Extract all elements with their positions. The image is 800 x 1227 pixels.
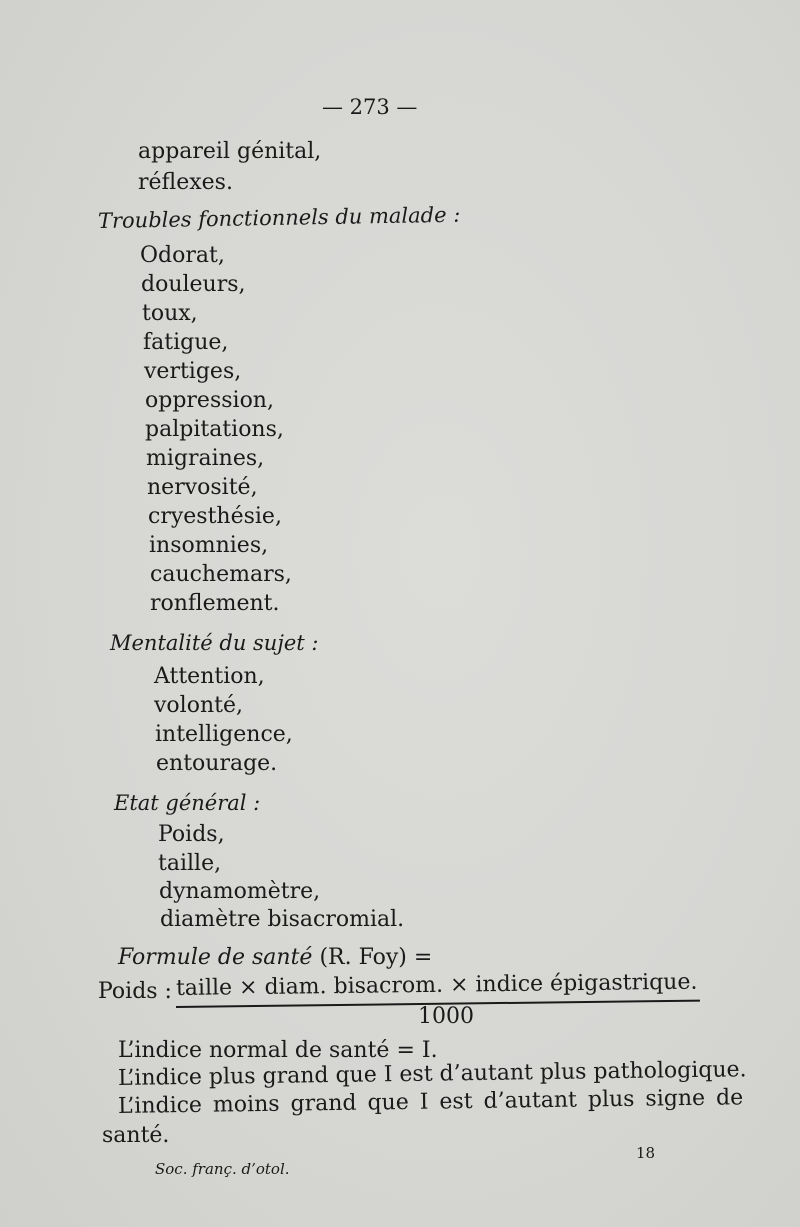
list-item: cryesthésie, (148, 504, 282, 529)
formula-numerator: taille × diam. bisacrom. × indice épigastrique. (175, 969, 698, 1001)
list-item: palpitations, (145, 417, 284, 442)
list-item: toux, (142, 301, 198, 326)
list-item: Odorat, (140, 243, 225, 268)
formula-lhs: Poids : (98, 979, 172, 1004)
list-item: intelligence, (155, 722, 293, 747)
formula-title-italic: Formule de santé (118, 945, 313, 970)
list-item: cauchemars, (150, 562, 292, 587)
list-item: douleurs, (141, 272, 246, 297)
list-item: entourage. (156, 751, 278, 776)
list-item: vertiges, (144, 359, 242, 384)
heading-mentalite: Mentalité du sujet : (110, 631, 319, 655)
list-item: taille, (158, 851, 222, 876)
formula-title (118, 945, 432, 971)
formula-title-rest: (R. Foy) = (319, 945, 433, 970)
heading-etat-general: Etat général : (114, 791, 261, 815)
list-item: diamètre bisacromial. (160, 907, 405, 932)
line-reflexes: réflexes. (138, 170, 233, 195)
heading-troubles-fonctionnels: Troubles fonctionnels du malade : (97, 202, 461, 233)
formula-denominator: 1000 (418, 1004, 474, 1029)
list-item: dynamomètre, (159, 879, 321, 904)
list-item: Poids, (158, 822, 225, 847)
page-number: — 273 — (322, 95, 418, 119)
list-item: Attention, (154, 664, 265, 689)
list-item: migraines, (146, 446, 265, 471)
conclusion-line-4: santé. (102, 1123, 170, 1148)
footer-publication: Soc. franç. d’otol. (155, 1160, 290, 1178)
line-appareil-genital: appareil génital, (138, 139, 322, 164)
list-item: ronflement. (150, 591, 280, 616)
signature-mark: 18 (636, 1144, 656, 1162)
conclusion-line-3: L’indice moins grand que I est d’autant plus signe de (117, 1085, 744, 1119)
list-item: fatigue, (143, 330, 229, 355)
conclusion-line-2: L’indice plus grand que I est d’autant plus pathologique. (117, 1057, 747, 1091)
list-item: insomnies, (149, 533, 269, 558)
list-item: volonté, (154, 693, 243, 718)
list-item: oppression, (145, 388, 274, 413)
list-item: nervosité, (147, 475, 258, 500)
conclusion-line-1: L’indice normal de santé = I. (118, 1038, 438, 1063)
